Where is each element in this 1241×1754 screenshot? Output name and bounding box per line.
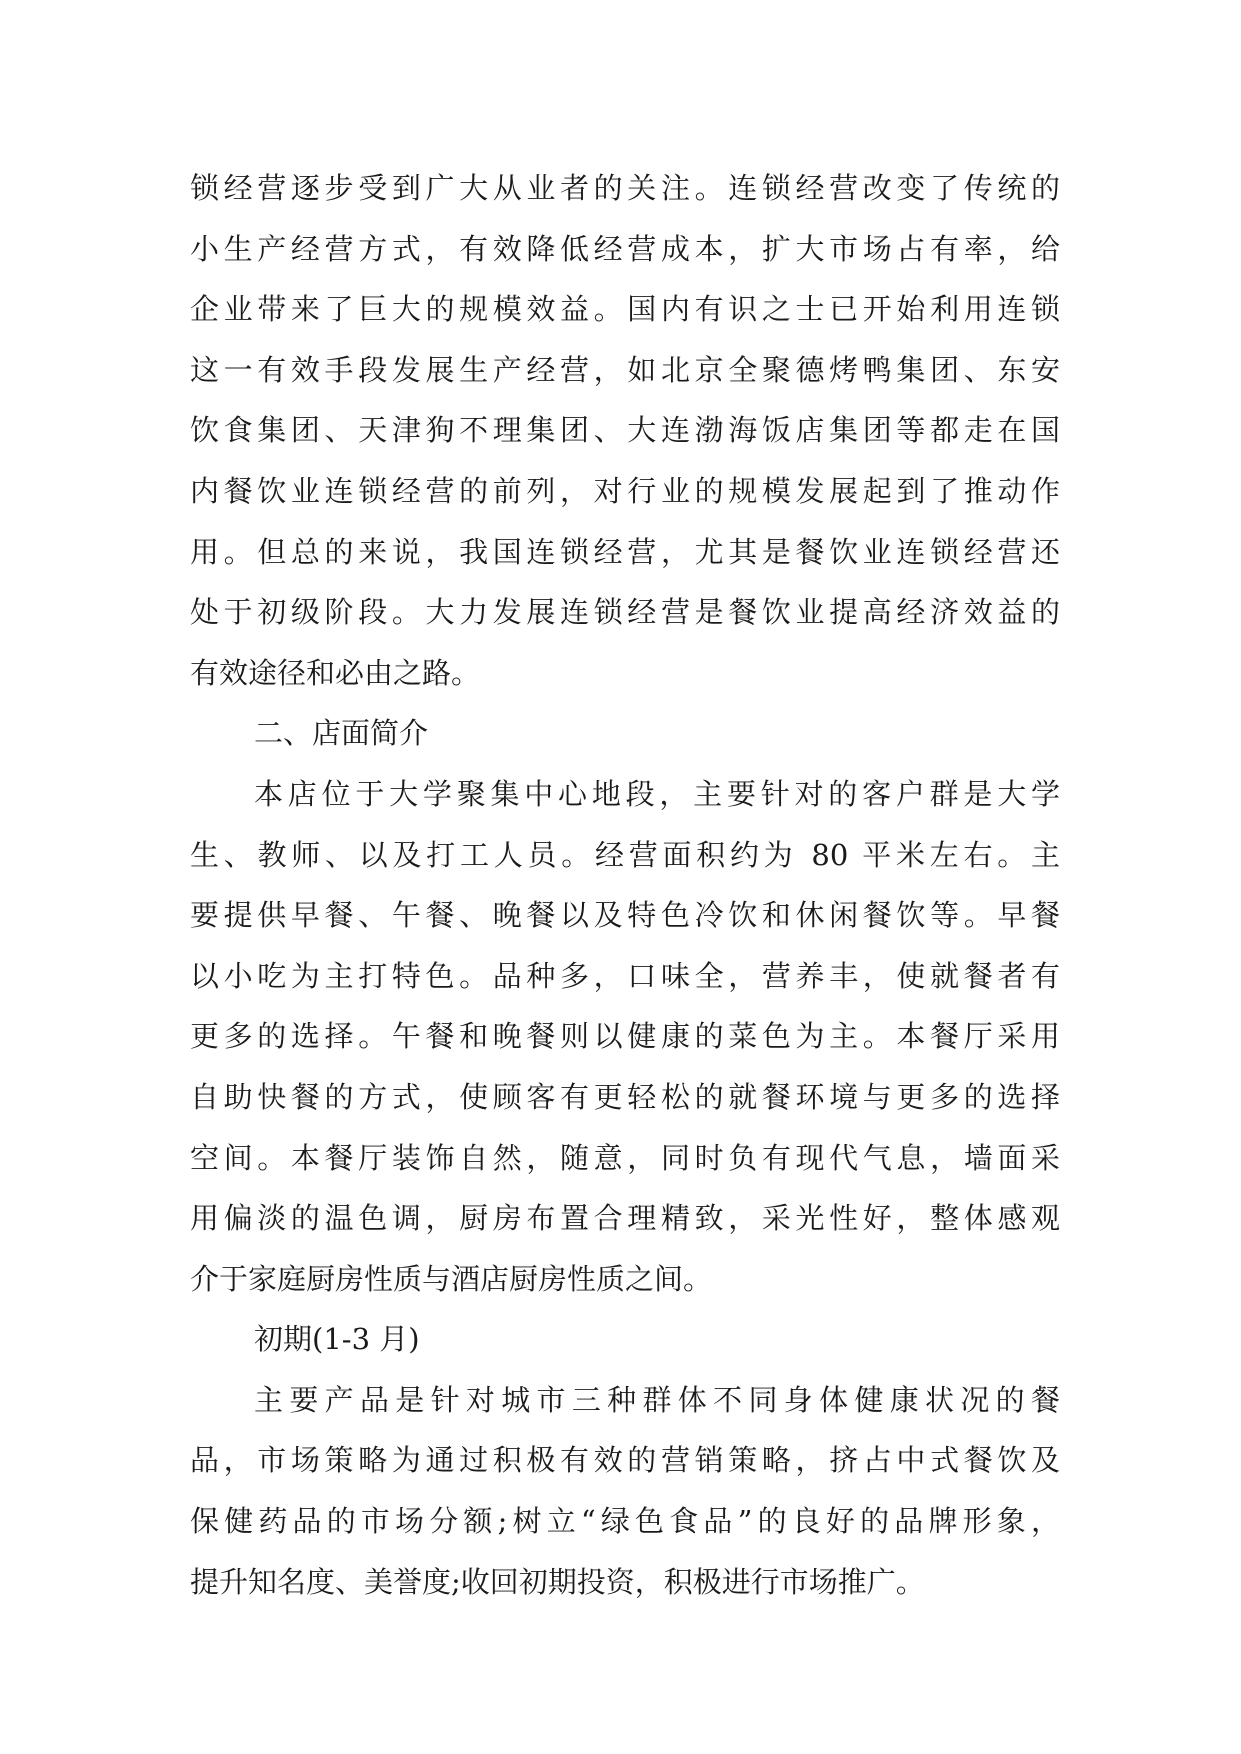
text-line: 初期(1-3 月)	[254, 1322, 420, 1357]
text-line: 企业带来了巨大的规模效益。国内有识之士已开始利用连锁	[190, 292, 1060, 327]
text-line: 饮食集团、天津狗不理集团、大连渤海饭店集团等都走在国	[190, 413, 1060, 448]
text-line: 主要产品是针对城市三种群体不同身体健康状况的餐	[254, 1382, 1060, 1417]
text-line: 内餐饮业连锁经营的前列，对行业的规模发展起到了推动作	[190, 473, 1060, 508]
text-line: 二、店面简介	[254, 716, 429, 751]
text-line: 提升知名度、美誉度;收回初期投资，积极进行市场推广。	[190, 1564, 925, 1599]
text-line: 以小吃为主打特色。品种多，口味全，营养丰，使就餐者有	[190, 958, 1060, 993]
text-line: 本店位于大学聚集中心地段，主要针对的客户群是大学	[254, 776, 1060, 811]
text-line: 生、教师、以及打工人员。经营面积约为 80 平米左右。主	[190, 837, 1060, 872]
text-line: 保健药品的市场分额;树立“绿色食品”的良好的品牌形象，	[190, 1504, 1060, 1539]
text-line: 小生产经营方式，有效降低经营成本，扩大市场占有率，给	[190, 231, 1060, 266]
text-line: 有效途径和必由之路。	[190, 655, 481, 690]
text-line: 处于初级阶段。大力发展连锁经营是餐饮业提高经济效益的	[190, 595, 1060, 630]
text-line: 自助快餐的方式，使顾客有更轻松的就餐环境与更多的选择	[190, 1079, 1060, 1114]
text-line: 更多的选择。午餐和晚餐则以健康的菜色为主。本餐厅采用	[190, 1019, 1060, 1054]
text-line: 锁经营逐步受到广大从业者的关注。连锁经营改变了传统的	[190, 171, 1060, 205]
text-line: 用偏淡的温色调，厨房布置合理精致，采光性好，整体感观	[190, 1201, 1060, 1236]
text-line: 用。但总的来说，我国连锁经营，尤其是餐饮业连锁经营还	[190, 534, 1060, 569]
text-line: 空间。本餐厅装饰自然，随意，同时负有现代气息，墙面采	[190, 1140, 1060, 1175]
text-line: 这一有效手段发展生产经营，如北京全聚德烤鸭集团、东安	[190, 352, 1060, 387]
text-line: 品，市场策略为通过积极有效的营销策略，挤占中式餐饮及	[190, 1443, 1060, 1478]
document-body	[190, 158, 1060, 1612]
text-line: 要提供早餐、午餐、晚餐以及特色冷饮和休闲餐饮等。早餐	[190, 898, 1060, 933]
text-line: 介于家庭厨房性质与酒店厨房性质之间。	[190, 1261, 713, 1296]
